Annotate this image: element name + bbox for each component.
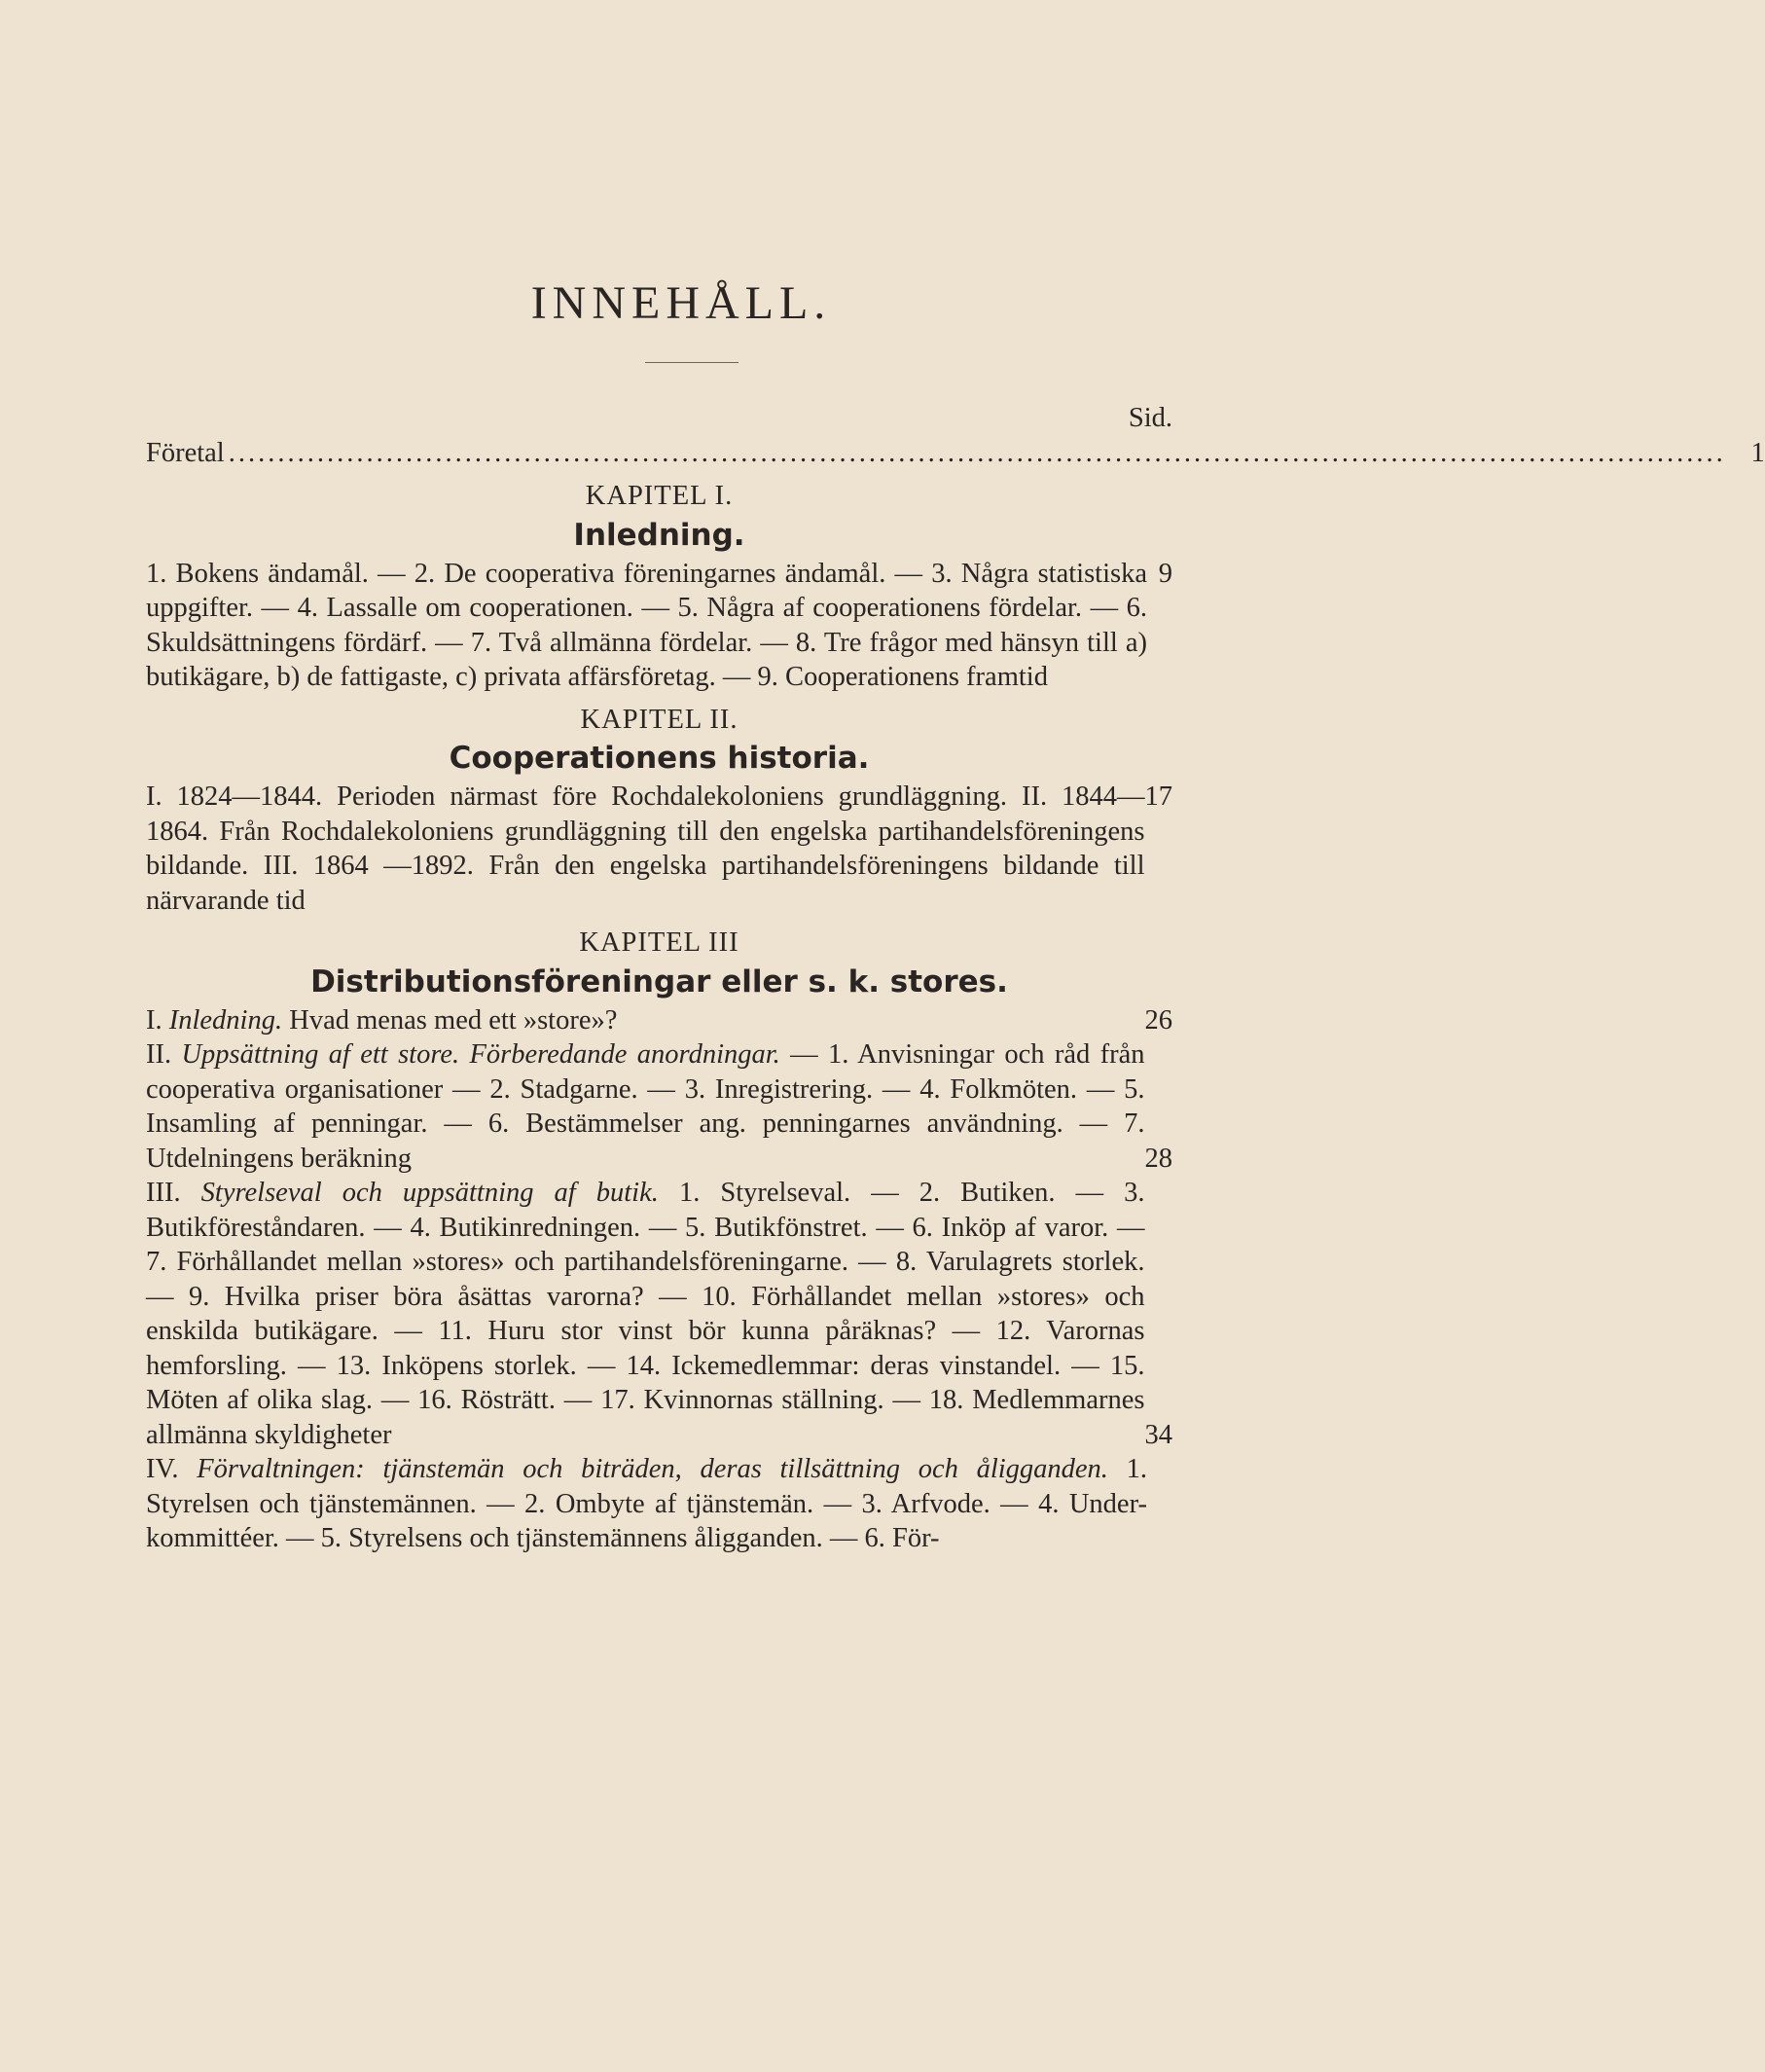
entry-text: 1. Styrelseval. — 2. Butiken. — 3. Butikföreståndaren. — 4. Butikinredningen. — 5. Butikfönstret. — 6. Inköp af varor. — 7. Förhållandet mellan »stores» och partihandelsföreningarne. — 8. Varulagrets storlek. — 9. Hvilka priser böra åsättas varorna? — 10. Förhållandet mellan »stores» och enskilda butikägare. — 11. Huru stor vinst bör kunna påräknas? — 12. Varornas hemforsling. — 13. Inköpens storlek. — 14. Ickemedlemmar: deras vinstandel. — 15. Möten af olika slag. — 16. Rösträtt. — 17. Kvinnornas ställning. — 18. Medlemmarnes allmänna skyldigheter	[146, 1178, 1145, 1450]
chapter-1-contents[interactable]	[146, 557, 1172, 695]
entry-text: — 1. Anvisningar och råd från cooperativa organisationer — 2. Stadgarne. — 3. Inregistrering. — 4. Folkmöten. — 5. Insamling af penningar. — 6. Bestämmelser ang. penningarnes användning. — 7. Utdelningens beräkning	[146, 1039, 1145, 1174]
chapter-label-1: KAPITEL I.	[585, 481, 734, 511]
entry-text: 1. Styrelsen och tjänstemännen. — 2. Ombyte af tjänstemän. — 3. Arfvode. — 4. Under-kommittéer. — 5. Styrelsens och tjänstemännens åligganden. — 6. För-	[146, 1454, 1148, 1553]
chapter-1-text: 1. Bokens ändamål. — 2. De cooperativa föreningarnes ändamål. — 3. Några statistiska uppgifter. — 4. Lassalle om cooperationen. — 5. Några af cooperationens fördelar. — 6. Skuldsättningens fördärf. — 7. Två allmänna fördelar. — 8. Tre frågor med hänsyn till a) butikägare, b) de fattigaste, c) privata affärsföretag. — 9. Cooperationens framtid	[146, 558, 1147, 692]
chapter-3-entry-1[interactable]	[146, 1003, 1172, 1038]
chapter-3-entry-3[interactable]	[146, 1176, 1172, 1452]
page-number: 9	[1158, 558, 1172, 589]
chapter-2-text: I. 1824—1844. Perioden närmast före Rochdalekoloniens grundläggning. II. 1844—1864. Från Rochdalekoloniens grundläggning till den engelska partihandelsföreningens bildande. III. 1864 —1892. Från den engelska partihandelsföreningens bildande till närvarande tid	[146, 782, 1145, 916]
chapter-label-3: KAPITEL III	[579, 927, 739, 958]
page-number: 1	[1750, 438, 1765, 468]
entry-title: Styrelseval och uppsättning af butik.	[200, 1178, 659, 1208]
entry-numeral: III.	[146, 1178, 181, 1208]
page-column-label: Sid.	[1128, 403, 1172, 433]
page-number: 17	[1144, 782, 1172, 812]
chapter-heading-3: Distributionsföreningar eller s. k. stores.	[310, 963, 1008, 1000]
page-number: 28	[1144, 1143, 1172, 1174]
page-number: 26	[1144, 1004, 1172, 1036]
entry-title: Förvaltningen: tjänstemän och biträden, deras tillsättning och åligganden.	[197, 1454, 1108, 1484]
title-rule	[645, 362, 738, 363]
chapter-heading-2: Cooperationens historia.	[449, 741, 870, 776]
entry-numeral: I.	[146, 1004, 162, 1036]
toc-content	[146, 401, 1765, 1556]
chapter-3-entry-2[interactable]	[146, 1037, 1172, 1176]
chapter-heading-1: Inledning.	[573, 517, 745, 553]
toc-entry-foretal[interactable]	[146, 436, 1765, 471]
entry-title: Uppsättning af ett store. Förberedande anordningar.	[181, 1039, 780, 1070]
page-title: INNEHÅLL.	[530, 277, 832, 329]
chapter-label-2: KAPITEL II.	[580, 704, 738, 735]
entry-numeral: IV.	[146, 1454, 179, 1484]
entry-numeral: II.	[146, 1039, 172, 1070]
chapter-2-contents[interactable]	[146, 780, 1172, 918]
toc-entry-label: Företal	[146, 438, 225, 468]
dot-leader: ........................................................................................................................................................	[228, 438, 1726, 468]
entry-text: Hvad menas med ett »store»?	[289, 1004, 618, 1036]
chapter-3-entry-4[interactable]	[146, 1452, 1172, 1556]
page-number: 34	[1144, 1419, 1172, 1450]
entry-title: Inledning.	[168, 1004, 283, 1036]
